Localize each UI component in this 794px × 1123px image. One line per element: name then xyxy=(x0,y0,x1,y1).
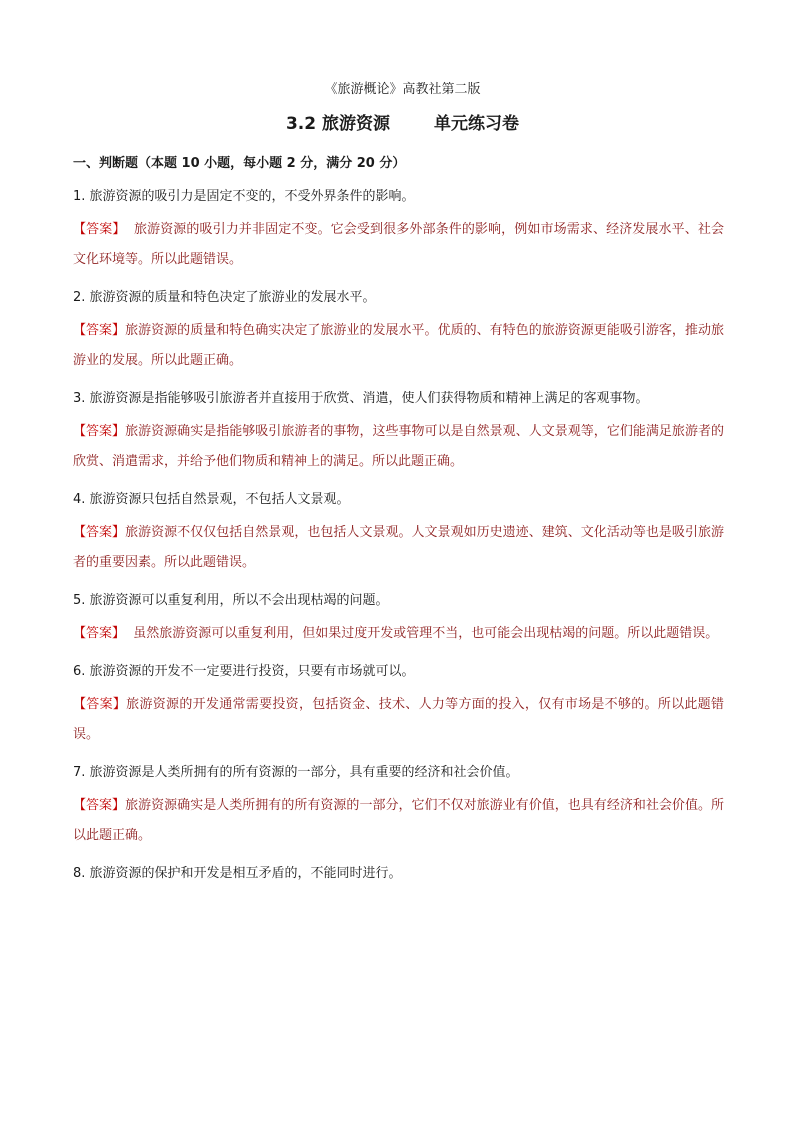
question-text: 8. 旅游资源的保护和开发是相互矛盾的，不能同时进行。 xyxy=(73,866,402,881)
answer-body: 虽然旅游资源可以重复利用，但如果过度开发或管理不当，也可能会出现枯竭的问题。所以此题错误。 xyxy=(125,626,719,641)
question-list xyxy=(73,187,724,884)
question-item xyxy=(73,288,724,376)
question-item xyxy=(73,490,724,578)
document-title xyxy=(73,112,724,136)
section-heading: 一、判断题（本题 10 小题，每小题 2 分，满分 20 分） xyxy=(73,156,406,171)
question-item xyxy=(73,864,724,884)
answer-tag: 【答案】 xyxy=(73,222,126,237)
title-tail: 单元练习卷 xyxy=(434,114,520,134)
question-text: 4. 旅游资源只包括自然景观，不包括人文景观。 xyxy=(73,492,350,507)
answer-text xyxy=(73,417,724,477)
answer-body: 旅游资源不仅仅包括自然景观，也包括人文景观。人文景观如历史遗迹、建筑、文化活动等也是吸引旅游者的重要因素。所以此题错误。 xyxy=(73,525,724,570)
question-text: 3. 旅游资源是指能够吸引旅游者并直接用于欣赏、消遣，使人们获得物质和精神上满足的客观事物。 xyxy=(73,391,649,406)
answer-body: 旅游资源的开发通常需要投资，包括资金、技术、人力等方面的投入，仅有市场是不够的。所以此题错误。 xyxy=(73,697,724,742)
answer-text xyxy=(73,518,724,578)
question-text: 7. 旅游资源是人类所拥有的所有资源的一部分，具有重要的经济和社会价值。 xyxy=(73,765,519,780)
question-item xyxy=(73,662,724,750)
question-item xyxy=(73,187,724,275)
answer-tag: 【答案】 xyxy=(73,323,126,338)
answer-tag: 【答案】 xyxy=(73,525,126,540)
answer-tag: 【答案】 xyxy=(73,626,126,641)
question-item xyxy=(73,389,724,477)
answer-text xyxy=(73,215,724,275)
answer-body: 旅游资源确实是指能够吸引旅游者的事物，这些事物可以是自然景观、人文景观等，它们能满足旅游者的欣赏、消遣需求，并给予他们物质和精神上的满足。所以此题正确。 xyxy=(73,424,724,469)
answer-tag: 【答案】 xyxy=(73,697,127,712)
answer-body: 旅游资源的质量和特色确实决定了旅游业的发展水平。优质的、有特色的旅游资源更能吸引游客，推动旅游业的发展。所以此题正确。 xyxy=(73,323,724,368)
question-item xyxy=(73,763,724,851)
question-text: 6. 旅游资源的开发不一定要进行投资，只要有市场就可以。 xyxy=(73,664,415,679)
question-text: 2. 旅游资源的质量和特色决定了旅游业的发展水平。 xyxy=(73,290,376,305)
answer-tag: 【答案】 xyxy=(73,798,126,813)
answer-body: 旅游资源确实是人类所拥有的所有资源的一部分，它们不仅对旅游业有价值，也具有经济和社会价值。所以此题正确。 xyxy=(73,798,724,843)
title-main: 3.2 旅游资源 xyxy=(285,114,391,134)
answer-text xyxy=(73,690,724,750)
answer-tag: 【答案】 xyxy=(73,424,126,439)
answer-text xyxy=(73,316,724,376)
answer-text xyxy=(73,619,724,649)
answer-body: 旅游资源的吸引力并非固定不变。它会受到很多外部条件的影响，例如市场需求、经济发展水平、社会文化环境等。所以此题错误。 xyxy=(73,222,724,267)
question-item xyxy=(73,591,724,649)
document-subtitle: 《旅游概论》高教社第二版 xyxy=(324,82,481,97)
question-text: 5. 旅游资源可以重复利用，所以不会出现枯竭的问题。 xyxy=(73,593,389,608)
answer-text xyxy=(73,791,724,851)
question-text: 1. 旅游资源的吸引力是固定不变的，不受外界条件的影响。 xyxy=(73,189,415,204)
